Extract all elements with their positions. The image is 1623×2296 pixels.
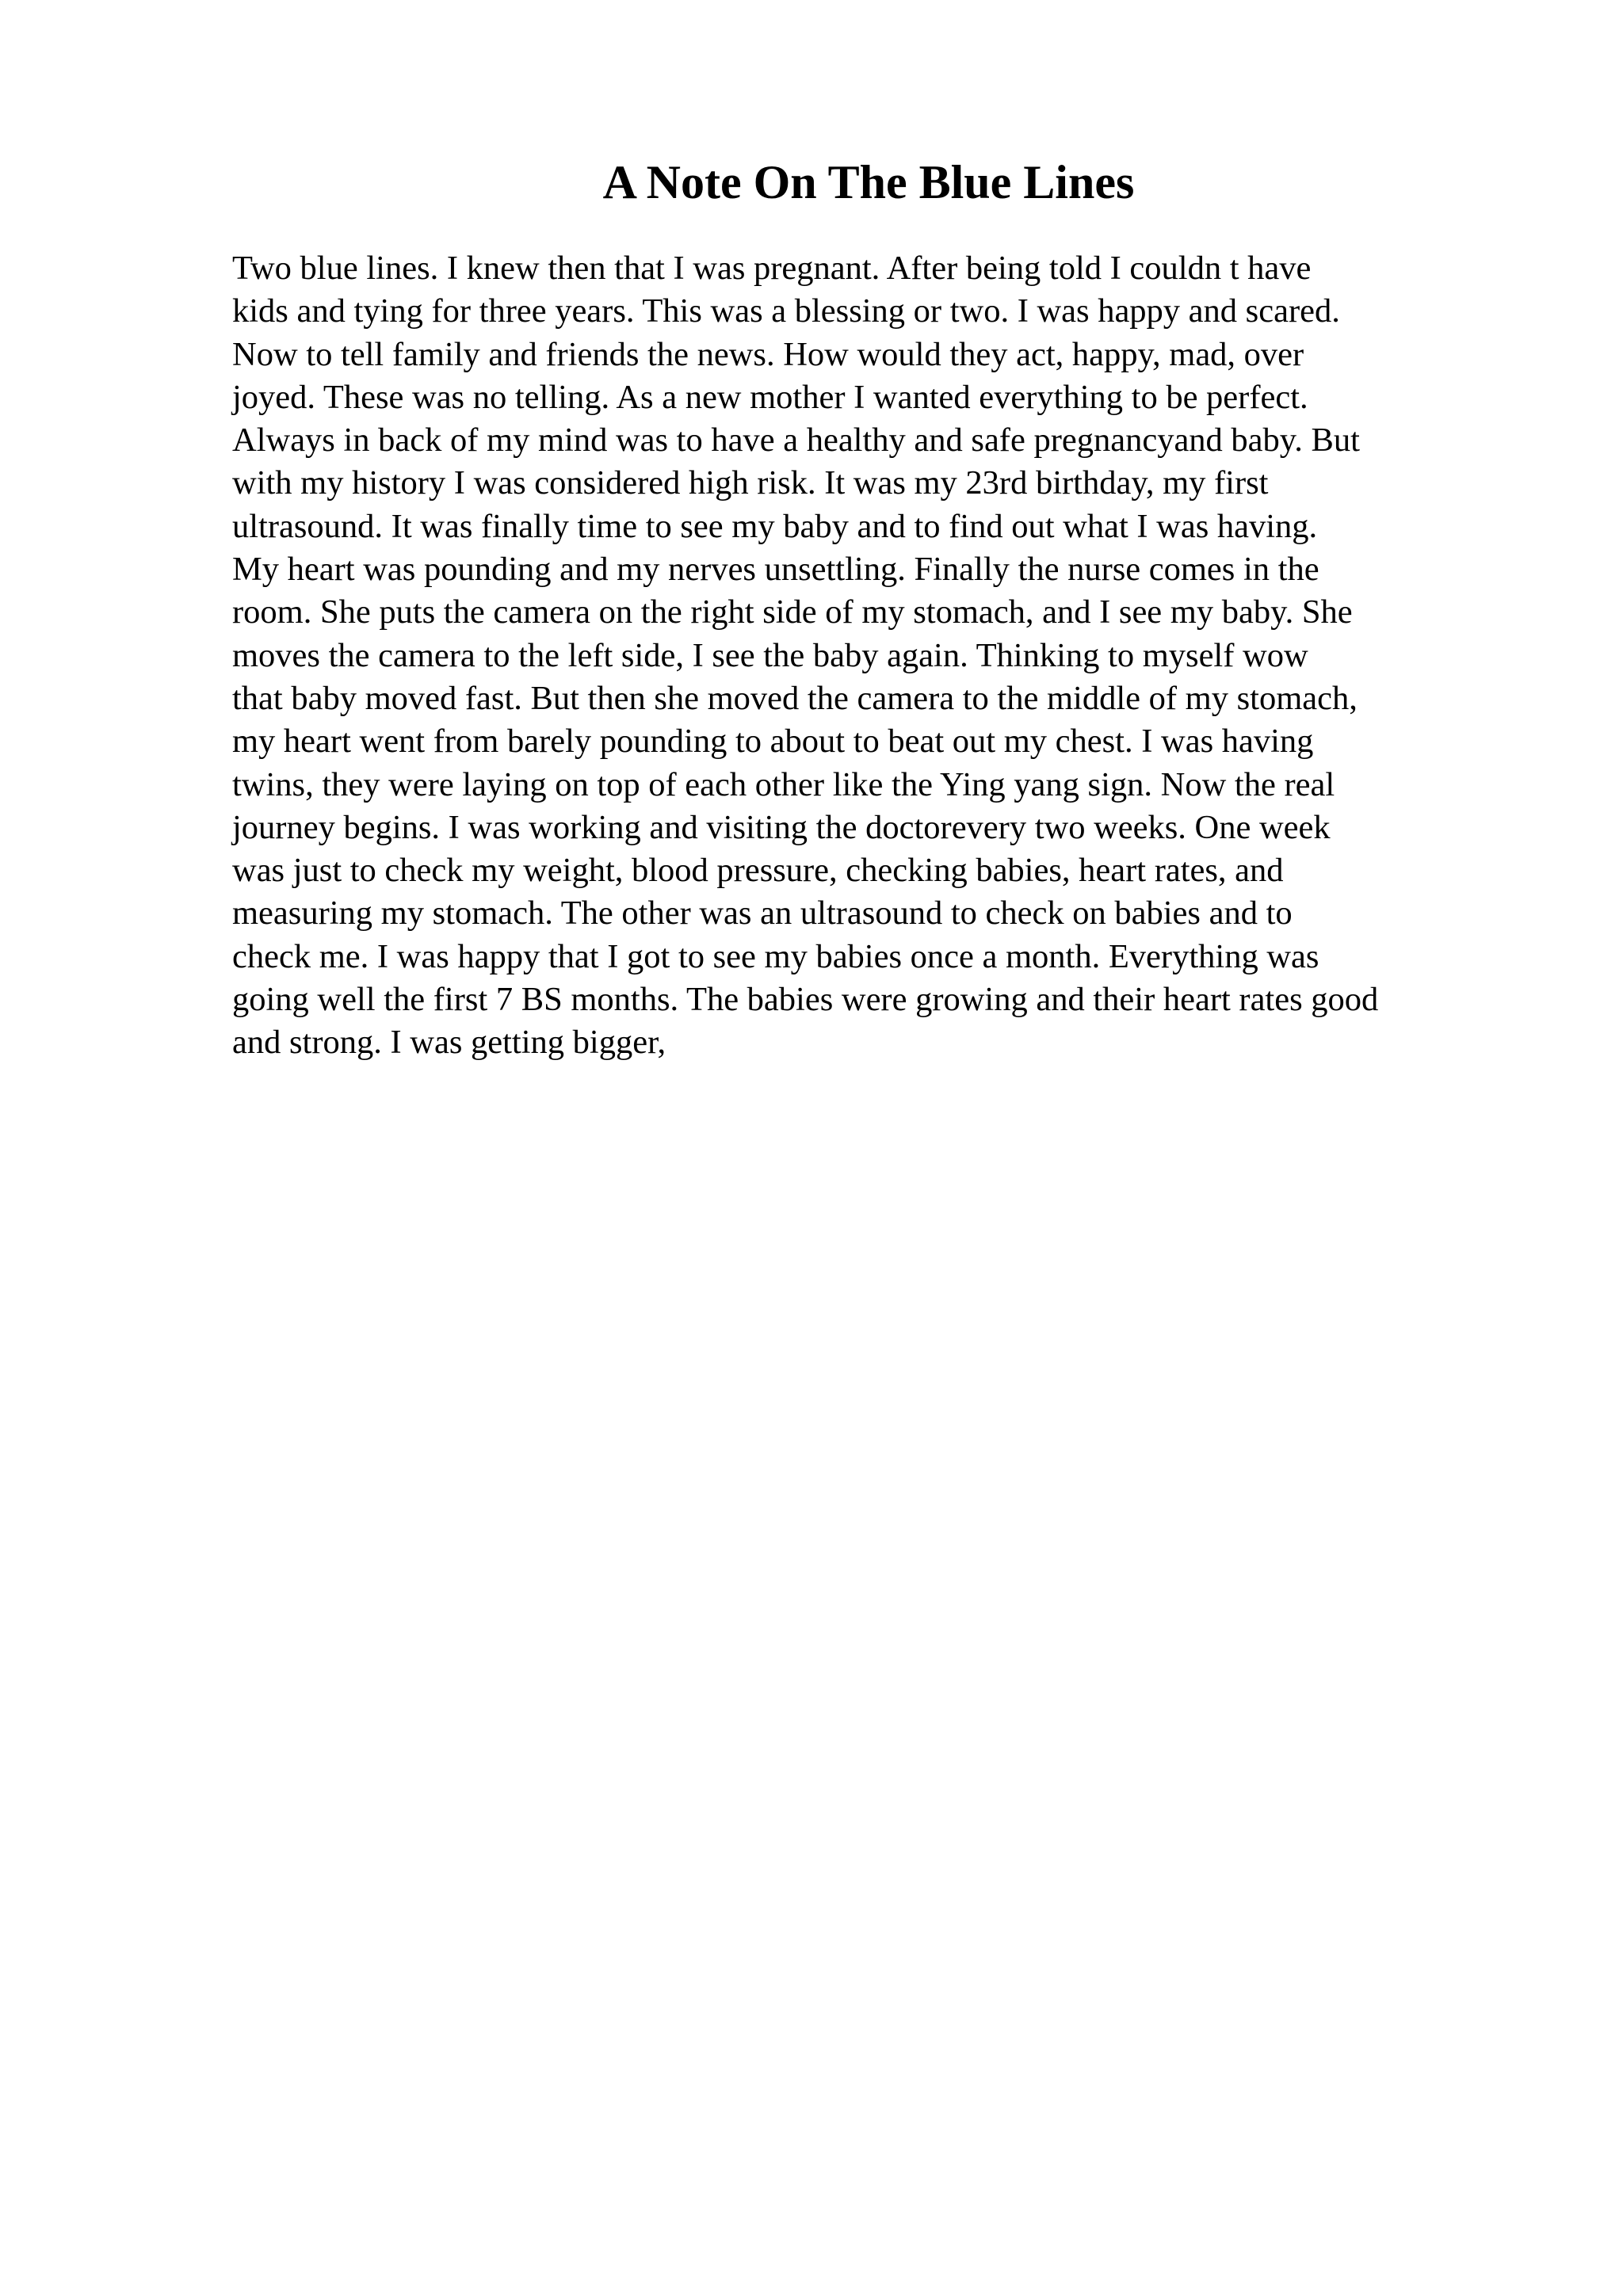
body-line: that baby moved fast. But then she moved the camera to the middle of my stomach, <box>232 679 1358 717</box>
body-line: measuring my stomach. The other was an ultrasound to check on babies and to <box>232 894 1293 933</box>
body-line: joyed. These was no telling. As a new mother I wanted everything to be perfect. <box>232 378 1308 416</box>
body-line: room. She puts the camera on the right side of my stomach, and I see my baby. She <box>232 593 1353 631</box>
body-line: ultrasound. It was finally time to see my baby and to find out what I was having. <box>232 507 1318 545</box>
body-line: Two blue lines. I knew then that I was pregnant. After being told I couldn t have <box>232 250 1312 287</box>
body-line: journey begins. I was working and visiting the doctorevery two weeks. One week <box>232 808 1331 846</box>
body-line: my heart went from barely pounding to about to beat out my chest. I was having <box>232 723 1314 761</box>
body-line: Always in back of my mind was to have a healthy and safe pregnancyand baby. But <box>232 421 1360 460</box>
body-line: check me. I was happy that I got to see my babies once a month. Everything was <box>232 937 1319 975</box>
body-line: with my history I was considered high risk. It was my 23rd birthday, my first <box>232 464 1269 502</box>
body-line: My heart was pounding and my nerves unsettling. Finally the nurse comes in the <box>232 551 1319 589</box>
body-line: kids and tying for three years. This was a blessing or two. I was happy and scared. <box>232 292 1340 330</box>
body-line: and strong. I was getting bigger, <box>232 1024 666 1062</box>
document-title: A Note On The Blue Lines <box>602 156 1135 208</box>
body-line: Now to tell family and friends the news. How would they act, happy, mad, over <box>232 335 1304 373</box>
document-body <box>232 247 1516 1065</box>
body-line: twins, they were laying on top of each other like the Ying yang sign. Now the real <box>232 765 1335 803</box>
body-line: was just to check my weight, blood pressure, checking babies, heart rates, and <box>232 852 1284 890</box>
body-line: going well the first 7 BS months. The babies were growing and their heart rates good <box>232 981 1379 1019</box>
body-line: moves the camera to the left side, I see the baby again. Thinking to myself wow <box>232 636 1308 674</box>
